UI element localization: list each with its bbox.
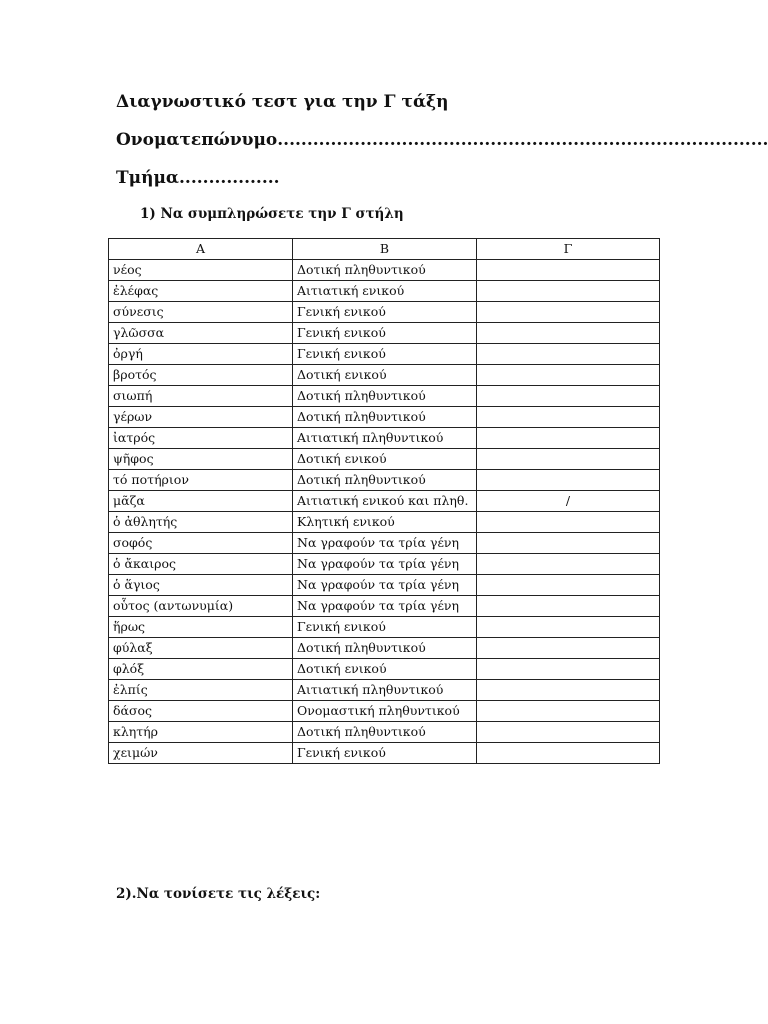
word-cell: ψῆφος xyxy=(109,449,293,470)
department-field-line: Τμήμα................. xyxy=(116,168,280,188)
answer-cell[interactable] xyxy=(477,323,660,344)
table-row xyxy=(109,575,660,596)
case-cell: Να γραφούν τα τρία γένη xyxy=(293,533,477,554)
table-row xyxy=(109,302,660,323)
case-cell: Γενική ενικού xyxy=(293,344,477,365)
case-cell: Γενική ενικού xyxy=(293,743,477,764)
case-cell: Δοτική πληθυντικού xyxy=(293,407,477,428)
question-1-label: 1) Να συμπληρώσετε την Γ στήλη xyxy=(140,206,404,222)
word-cell: χειμών xyxy=(109,743,293,764)
table-row xyxy=(109,344,660,365)
answer-cell[interactable] xyxy=(477,470,660,491)
case-cell: Αιτιατική ενικού xyxy=(293,281,477,302)
case-cell: Δοτική πληθυντικού xyxy=(293,260,477,281)
answer-cell[interactable] xyxy=(477,533,660,554)
word-cell: φύλαξ xyxy=(109,638,293,659)
answer-cell[interactable]: / xyxy=(477,491,660,512)
answer-cell[interactable] xyxy=(477,617,660,638)
case-cell: Δοτική ενικού xyxy=(293,365,477,386)
word-cell: γέρων xyxy=(109,407,293,428)
case-cell: Να γραφούν τα τρία γένη xyxy=(293,554,477,575)
answer-cell[interactable] xyxy=(477,302,660,323)
answer-cell[interactable] xyxy=(477,743,660,764)
table-row xyxy=(109,701,660,722)
table-row xyxy=(109,449,660,470)
table-row xyxy=(109,680,660,701)
word-cell: μᾶζα xyxy=(109,491,293,512)
answer-cell[interactable] xyxy=(477,365,660,386)
word-cell: σύνεσις xyxy=(109,302,293,323)
case-cell: Γενική ενικού xyxy=(293,323,477,344)
answer-cell[interactable] xyxy=(477,701,660,722)
answer-cell[interactable] xyxy=(477,260,660,281)
word-cell: ἐλέφας xyxy=(109,281,293,302)
case-cell: Δοτική ενικού xyxy=(293,449,477,470)
case-cell: Να γραφούν τα τρία γένη xyxy=(293,596,477,617)
table-row xyxy=(109,281,660,302)
column-header-c: Γ xyxy=(477,239,660,260)
answer-cell[interactable] xyxy=(477,596,660,617)
word-cell: φλόξ xyxy=(109,659,293,680)
word-cell: ἰατρός xyxy=(109,428,293,449)
table-row xyxy=(109,512,660,533)
table-header-row xyxy=(109,239,660,260)
table-row xyxy=(109,260,660,281)
answer-cell[interactable] xyxy=(477,554,660,575)
answer-cell[interactable] xyxy=(477,428,660,449)
exercise-table xyxy=(108,238,660,764)
case-cell: Αιτιατική ενικού και πληθ. xyxy=(293,491,477,512)
case-cell: Δοτική πληθυντικού xyxy=(293,386,477,407)
word-cell: ὀργή xyxy=(109,344,293,365)
answer-cell[interactable] xyxy=(477,281,660,302)
case-cell: Δοτική πληθυντικού xyxy=(293,638,477,659)
word-cell: γλῶσσα xyxy=(109,323,293,344)
case-cell: Να γραφούν τα τρία γένη xyxy=(293,575,477,596)
table-row xyxy=(109,386,660,407)
case-cell: Αιτιατική πληθυντικού xyxy=(293,428,477,449)
answer-cell[interactable] xyxy=(477,722,660,743)
table-row xyxy=(109,722,660,743)
answer-cell[interactable] xyxy=(477,386,660,407)
table-row xyxy=(109,470,660,491)
table-row xyxy=(109,554,660,575)
table-row xyxy=(109,365,660,386)
word-cell: σοφός xyxy=(109,533,293,554)
word-cell: ἥρως xyxy=(109,617,293,638)
word-cell: οὗτος (αντωνυμία) xyxy=(109,596,293,617)
table-row xyxy=(109,617,660,638)
column-header-b: Β xyxy=(293,239,477,260)
table-row xyxy=(109,659,660,680)
table-body xyxy=(109,260,660,764)
answer-cell[interactable] xyxy=(477,449,660,470)
word-cell: ὁ ἅγιος xyxy=(109,575,293,596)
name-field-line: Ονοματεπώνυμο................................................................................... xyxy=(116,130,768,150)
answer-cell[interactable] xyxy=(477,407,660,428)
case-cell: Γενική ενικού xyxy=(293,617,477,638)
case-cell: Δοτική ενικού xyxy=(293,659,477,680)
table-row xyxy=(109,323,660,344)
answer-cell[interactable] xyxy=(477,575,660,596)
word-cell: ὁ ἄκαιρος xyxy=(109,554,293,575)
case-cell: Δοτική πληθυντικού xyxy=(293,722,477,743)
word-cell: τό ποτήριον xyxy=(109,470,293,491)
question-2-label: 2).Να τονίσετε τις λέξεις: xyxy=(116,886,321,902)
word-cell: ὁ ἀθλητής xyxy=(109,512,293,533)
column-header-a: Α xyxy=(109,239,293,260)
word-cell: κλητήρ xyxy=(109,722,293,743)
case-cell: Ονομαστική πληθυντικού xyxy=(293,701,477,722)
table-row xyxy=(109,407,660,428)
word-cell: βροτός xyxy=(109,365,293,386)
answer-cell[interactable] xyxy=(477,512,660,533)
table-row xyxy=(109,596,660,617)
case-cell: Δοτική πληθυντικού xyxy=(293,470,477,491)
word-cell: δάσος xyxy=(109,701,293,722)
document-title: Διαγνωστικό τεστ για την Γ τάξη xyxy=(116,92,449,112)
table-row xyxy=(109,533,660,554)
answer-cell[interactable] xyxy=(477,659,660,680)
answer-cell[interactable] xyxy=(477,344,660,365)
table-row xyxy=(109,743,660,764)
answer-cell[interactable] xyxy=(477,680,660,701)
table-row xyxy=(109,491,660,512)
table-row xyxy=(109,428,660,449)
table-row xyxy=(109,638,660,659)
word-cell: σιωπή xyxy=(109,386,293,407)
word-cell: νέος xyxy=(109,260,293,281)
case-cell: Γενική ενικού xyxy=(293,302,477,323)
word-cell: ἐλπίς xyxy=(109,680,293,701)
answer-cell[interactable] xyxy=(477,638,660,659)
case-cell: Αιτιατική πληθυντικού xyxy=(293,680,477,701)
case-cell: Κλητική ενικού xyxy=(293,512,477,533)
